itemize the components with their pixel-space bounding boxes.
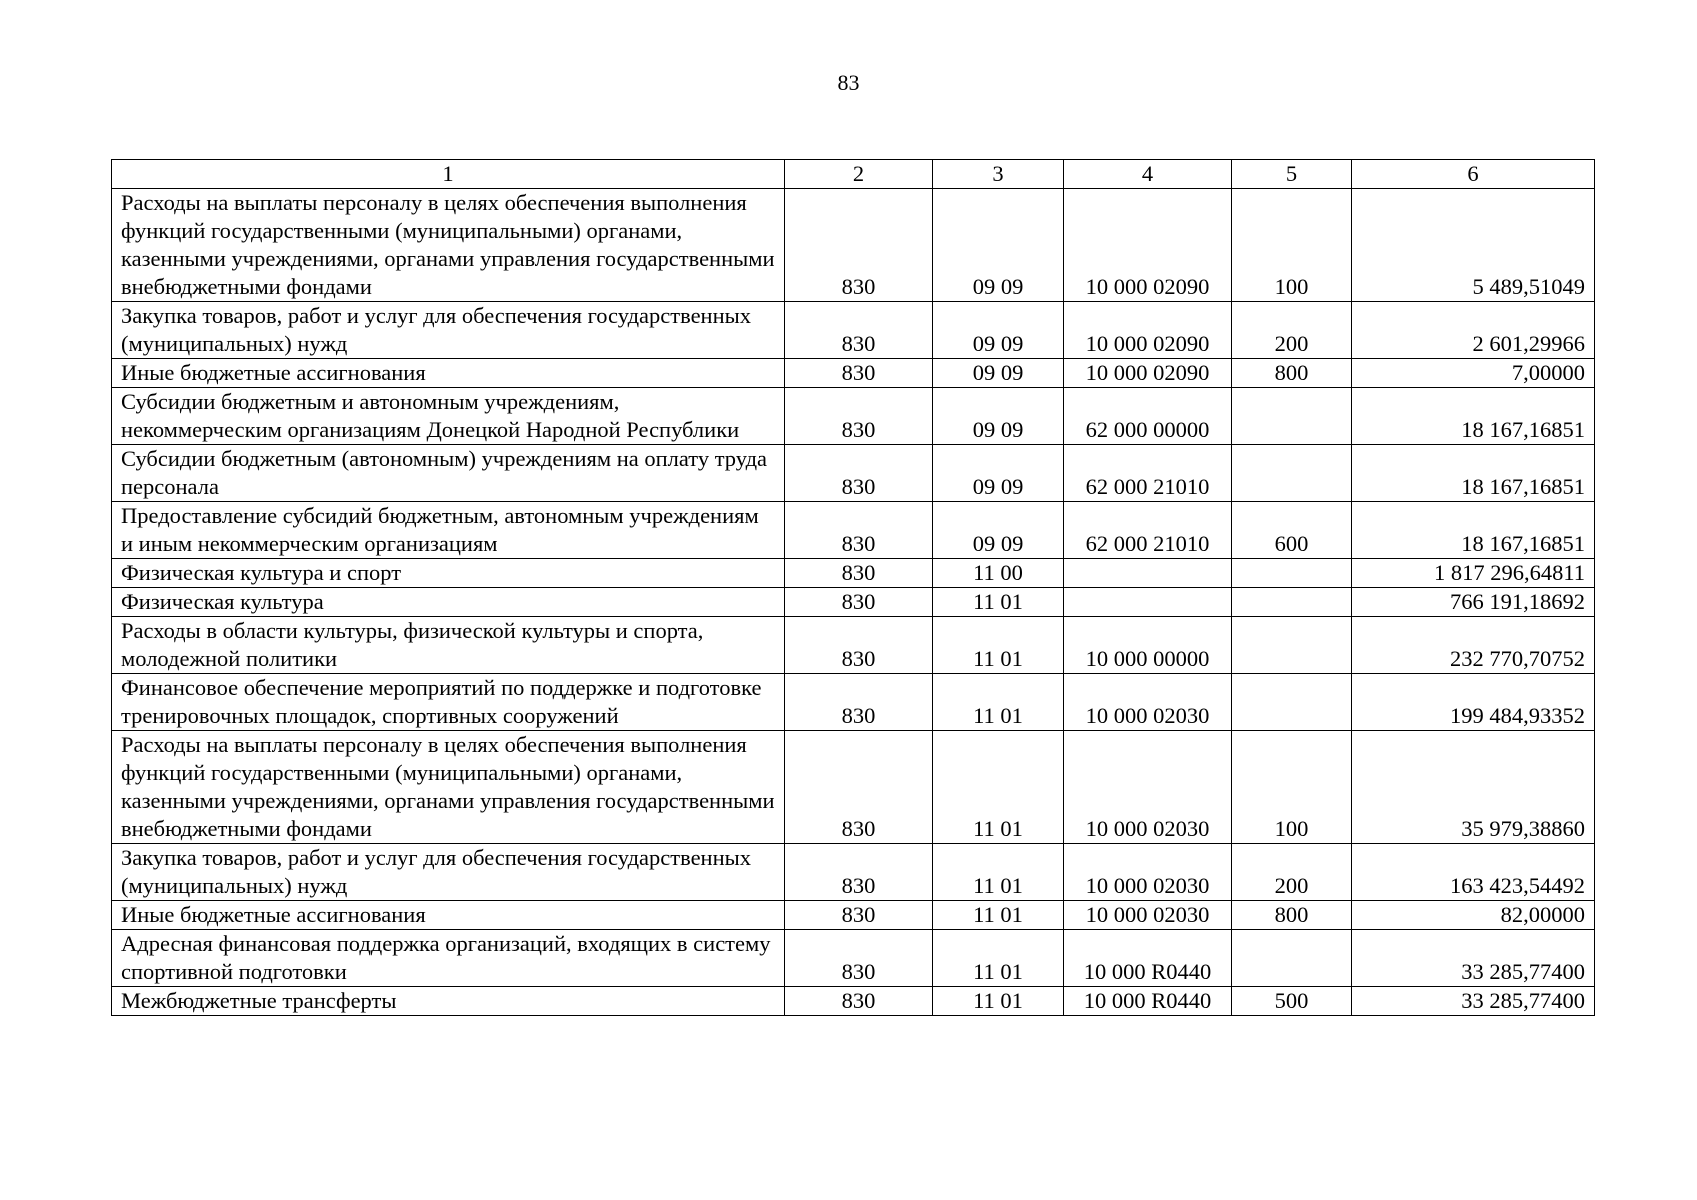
column-header: 5 bbox=[1232, 160, 1352, 189]
section-code-cell: 09 09 bbox=[933, 502, 1064, 559]
ministry-code-cell: 830 bbox=[785, 302, 933, 359]
section-code-cell: 11 01 bbox=[933, 674, 1064, 731]
column-header: 2 bbox=[785, 160, 933, 189]
ministry-code-cell: 830 bbox=[785, 388, 933, 445]
article-code-cell: 10 000 R0440 bbox=[1064, 987, 1232, 1016]
article-code-cell: 10 000 00000 bbox=[1064, 617, 1232, 674]
expense-name-cell: Адресная финансовая поддержка организаций, входящих в систему спортивной подготовки bbox=[112, 930, 785, 987]
expense-name-cell: Закупка товаров, работ и услуг для обеспечения государственных (муниципальных) нужд bbox=[112, 844, 785, 901]
amount-cell: 82,00000 bbox=[1352, 901, 1595, 930]
article-code-cell: 62 000 21010 bbox=[1064, 502, 1232, 559]
expense-type-cell: 200 bbox=[1232, 844, 1352, 901]
section-code-cell: 11 00 bbox=[933, 559, 1064, 588]
article-code-cell: 10 000 02030 bbox=[1064, 674, 1232, 731]
amount-cell: 2 601,29966 bbox=[1352, 302, 1595, 359]
section-code-cell: 09 09 bbox=[933, 388, 1064, 445]
ministry-code-cell: 830 bbox=[785, 844, 933, 901]
table-row bbox=[112, 674, 1595, 731]
ministry-code-cell: 830 bbox=[785, 189, 933, 302]
column-header: 1 bbox=[112, 160, 785, 189]
section-code-cell: 11 01 bbox=[933, 617, 1064, 674]
expense-type-cell: 100 bbox=[1232, 731, 1352, 844]
ministry-code-cell: 830 bbox=[785, 617, 933, 674]
column-header: 4 bbox=[1064, 160, 1232, 189]
expense-name-cell: Иные бюджетные ассигнования bbox=[112, 901, 785, 930]
article-code-cell: 10 000 02030 bbox=[1064, 844, 1232, 901]
section-code-cell: 09 09 bbox=[933, 189, 1064, 302]
section-code-cell: 11 01 bbox=[933, 731, 1064, 844]
header-row bbox=[112, 160, 1595, 189]
table-row bbox=[112, 987, 1595, 1016]
expense-type-cell: 100 bbox=[1232, 189, 1352, 302]
ministry-code-cell: 830 bbox=[785, 731, 933, 844]
table-body bbox=[112, 189, 1595, 1016]
table-row bbox=[112, 588, 1595, 617]
ministry-code-cell: 830 bbox=[785, 930, 933, 987]
expense-type-cell bbox=[1232, 445, 1352, 502]
section-code-cell: 11 01 bbox=[933, 987, 1064, 1016]
table-row bbox=[112, 388, 1595, 445]
expense-name-cell: Иные бюджетные ассигнования bbox=[112, 359, 785, 388]
expense-name-cell: Расходы в области культуры, физической культуры и спорта, молодежной политики bbox=[112, 617, 785, 674]
table-row bbox=[112, 901, 1595, 930]
expense-name-cell: Межбюджетные трансферты bbox=[112, 987, 785, 1016]
amount-cell: 5 489,51049 bbox=[1352, 189, 1595, 302]
ministry-code-cell: 830 bbox=[785, 987, 933, 1016]
section-code-cell: 11 01 bbox=[933, 844, 1064, 901]
table-row bbox=[112, 189, 1595, 302]
amount-cell: 35 979,38860 bbox=[1352, 731, 1595, 844]
section-code-cell: 09 09 bbox=[933, 359, 1064, 388]
expense-name-cell: Субсидии бюджетным (автономным) учреждениям на оплату труда персонала bbox=[112, 445, 785, 502]
amount-cell: 766 191,18692 bbox=[1352, 588, 1595, 617]
article-code-cell: 62 000 21010 bbox=[1064, 445, 1232, 502]
article-code-cell: 10 000 02090 bbox=[1064, 359, 1232, 388]
article-code-cell: 62 000 00000 bbox=[1064, 388, 1232, 445]
expense-name-cell: Субсидии бюджетным и автономным учреждениям, некоммерческим организациям Донецкой Народной Республики bbox=[112, 388, 785, 445]
article-code-cell: 10 000 R0440 bbox=[1064, 930, 1232, 987]
article-code-cell: 10 000 02090 bbox=[1064, 302, 1232, 359]
expense-type-cell: 500 bbox=[1232, 987, 1352, 1016]
expense-name-cell: Финансовое обеспечение мероприятий по поддержке и подготовке тренировочных площадок, спортивных сооружений bbox=[112, 674, 785, 731]
table-row bbox=[112, 844, 1595, 901]
section-code-cell: 11 01 bbox=[933, 930, 1064, 987]
amount-cell: 232 770,70752 bbox=[1352, 617, 1595, 674]
article-code-cell: 10 000 02090 bbox=[1064, 189, 1232, 302]
expense-type-cell: 800 bbox=[1232, 359, 1352, 388]
table-row bbox=[112, 302, 1595, 359]
article-code-cell bbox=[1064, 559, 1232, 588]
article-code-cell: 10 000 02030 bbox=[1064, 901, 1232, 930]
expense-type-cell bbox=[1232, 559, 1352, 588]
page-number: 83 bbox=[837, 70, 860, 95]
ministry-code-cell: 830 bbox=[785, 588, 933, 617]
expense-type-cell: 600 bbox=[1232, 502, 1352, 559]
table-row bbox=[112, 731, 1595, 844]
expense-type-cell bbox=[1232, 388, 1352, 445]
amount-cell: 18 167,16851 bbox=[1352, 502, 1595, 559]
expense-type-cell bbox=[1232, 588, 1352, 617]
table-row bbox=[112, 502, 1595, 559]
article-code-cell bbox=[1064, 588, 1232, 617]
expense-name-cell: Предоставление субсидий бюджетным, автономным учреждениям и иным некоммерческим организациям bbox=[112, 502, 785, 559]
table-header bbox=[112, 160, 1595, 189]
section-code-cell: 09 09 bbox=[933, 445, 1064, 502]
amount-cell: 7,00000 bbox=[1352, 359, 1595, 388]
ministry-code-cell: 830 bbox=[785, 445, 933, 502]
expense-name-cell: Расходы на выплаты персоналу в целях обеспечения выполнения функций государственными (муниципальными) органами, казенными учреждениями, органами управления государственными внебюджетными фондами bbox=[112, 189, 785, 302]
column-header: 3 bbox=[933, 160, 1064, 189]
expense-name-cell: Физическая культура и спорт bbox=[112, 559, 785, 588]
article-code-cell: 10 000 02030 bbox=[1064, 731, 1232, 844]
section-code-cell: 11 01 bbox=[933, 588, 1064, 617]
table-row bbox=[112, 617, 1595, 674]
section-code-cell: 11 01 bbox=[933, 901, 1064, 930]
ministry-code-cell: 830 bbox=[785, 559, 933, 588]
expense-type-cell bbox=[1232, 674, 1352, 731]
amount-cell: 18 167,16851 bbox=[1352, 388, 1595, 445]
expense-type-cell: 200 bbox=[1232, 302, 1352, 359]
ministry-code-cell: 830 bbox=[785, 901, 933, 930]
table-row bbox=[112, 559, 1595, 588]
expense-type-cell bbox=[1232, 617, 1352, 674]
expense-name-cell: Расходы на выплаты персоналу в целях обеспечения выполнения функций государственными (муниципальными) органами, казенными учреждениями, органами управления государственными внебюджетными фондами bbox=[112, 731, 785, 844]
expense-name-cell: Закупка товаров, работ и услуг для обеспечения государственных (муниципальных) нужд bbox=[112, 302, 785, 359]
ministry-code-cell: 830 bbox=[785, 359, 933, 388]
amount-cell: 18 167,16851 bbox=[1352, 445, 1595, 502]
amount-cell: 1 817 296,64811 bbox=[1352, 559, 1595, 588]
section-code-cell: 09 09 bbox=[933, 302, 1064, 359]
amount-cell: 163 423,54492 bbox=[1352, 844, 1595, 901]
expense-name-cell: Физическая культура bbox=[112, 588, 785, 617]
expense-type-cell bbox=[1232, 930, 1352, 987]
amount-cell: 33 285,77400 bbox=[1352, 987, 1595, 1016]
amount-cell: 33 285,77400 bbox=[1352, 930, 1595, 987]
table-row bbox=[112, 445, 1595, 502]
column-header: 6 bbox=[1352, 160, 1595, 189]
amount-cell: 199 484,93352 bbox=[1352, 674, 1595, 731]
ministry-code-cell: 830 bbox=[785, 502, 933, 559]
expense-type-cell: 800 bbox=[1232, 901, 1352, 930]
table-row bbox=[112, 359, 1595, 388]
table-row bbox=[112, 930, 1595, 987]
budget-table bbox=[111, 159, 1595, 1016]
ministry-code-cell: 830 bbox=[785, 674, 933, 731]
